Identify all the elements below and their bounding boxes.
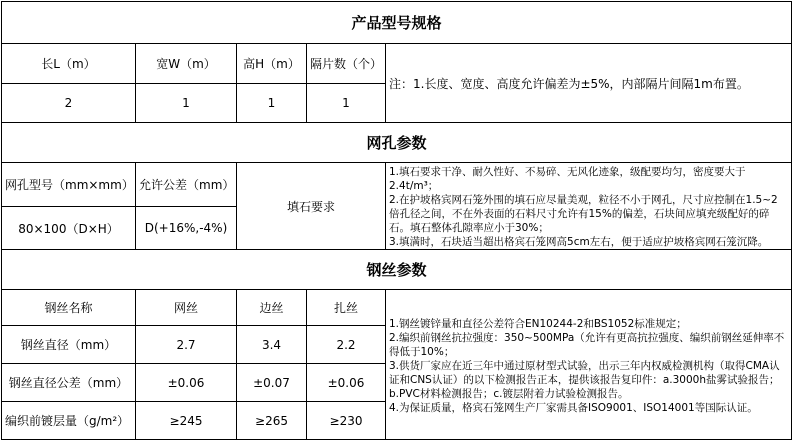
wire-note-3: 3.供货厂家应在近三年中通过原材型式试验，出示三年内权威检测机构（取得CMA认证和CNS认证）的以下检测报告正本，提供该报告复印件：a.3000h盐雾试验报告；b.PVC材料检测报告；c.镀层附着力试验检测报告。 xyxy=(389,359,780,400)
coating-weight-label: 编织前镀层量（g/m²） xyxy=(2,402,136,440)
wire-tolerance-label: 钢丝直径公差（mm） xyxy=(2,364,136,402)
product-section-title: 产品型号规格 xyxy=(2,2,792,44)
table-cell: ≥245 xyxy=(136,402,237,440)
tie-wire-header: 扎丝 xyxy=(307,290,386,326)
table-cell: ±0.07 xyxy=(237,364,307,402)
wire-note-2: 2.编织前钢丝抗拉强度：350~500MPa（允许有更高抗拉强度、编织前钢丝延伸率不得低于10%； xyxy=(389,331,785,358)
stone-requirement-notes xyxy=(386,163,792,250)
mesh-type-value: 80×100（D×H） xyxy=(2,207,136,250)
table-cell: ≥230 xyxy=(307,402,386,440)
width-value: 1 xyxy=(136,84,237,123)
stone-note-2: 2.在护坡格宾网石笼外围的填石应尽量美观，粒径不小于网孔，尺寸应控制在1.5~2倍孔径之间，不在外表面的石料尺寸允许有15%的偏差，石块间应填充级配好的碎石。填石整体孔隙率应小于30%； xyxy=(389,194,778,234)
edge-wire-header: 边丝 xyxy=(237,290,307,326)
wire-diameter-label: 钢丝直径（mm） xyxy=(2,326,136,364)
stone-requirement-label: 填石要求 xyxy=(237,163,386,250)
table-cell: ±0.06 xyxy=(136,364,237,402)
mesh-wire-header: 网丝 xyxy=(136,290,237,326)
length-header: 长L（m） xyxy=(2,44,136,84)
partition-count-value: 1 xyxy=(307,84,386,123)
wire-note-1: 1.钢丝镀锌量和直径公差符合EN10244-2和BS1052标准规定； xyxy=(389,317,687,330)
length-value: 2 xyxy=(2,84,136,123)
wire-name-header: 钢丝名称 xyxy=(2,290,136,326)
wire-section-title: 钢丝参数 xyxy=(2,250,792,290)
mesh-section-title: 网孔参数 xyxy=(2,123,792,163)
product-note: 注：1.长度、宽度、高度允许偏差为±5%，内部隔片间隔1m布置。 xyxy=(386,44,792,123)
stone-note-1: 1.填石要求干净、耐久性好、不易碎、无风化迹象，级配要均匀，密度要大于2.4t/m³； xyxy=(389,166,746,192)
width-header: 宽W（m） xyxy=(136,44,237,84)
table-cell: 2.7 xyxy=(136,326,237,364)
table-cell: ±0.06 xyxy=(307,364,386,402)
table-cell: 2.2 xyxy=(307,326,386,364)
table-cell: 3.4 xyxy=(237,326,307,364)
wire-note-4: 4.为保证质量，格宾石笼网生产厂家需具备ISO9001、ISO14001等国际认证。 xyxy=(389,401,758,414)
height-header: 高H（m） xyxy=(237,44,307,84)
table-cell: ≥265 xyxy=(237,402,307,440)
spec-table xyxy=(1,1,792,440)
tolerance-header: 允许公差（mm） xyxy=(136,163,237,207)
height-value: 1 xyxy=(237,84,307,123)
stone-note-3: 3.填满时，石块适当超出格宾石笼网高5cm左右，便于适应护坡格宾网石笼沉降。 xyxy=(389,236,769,248)
mesh-type-header: 网孔型号（mm×mm） xyxy=(2,163,136,207)
partition-count-header: 隔片数（个） xyxy=(307,44,386,84)
wire-notes xyxy=(386,290,792,440)
tolerance-value: D(+16%,-4%) xyxy=(136,207,237,250)
